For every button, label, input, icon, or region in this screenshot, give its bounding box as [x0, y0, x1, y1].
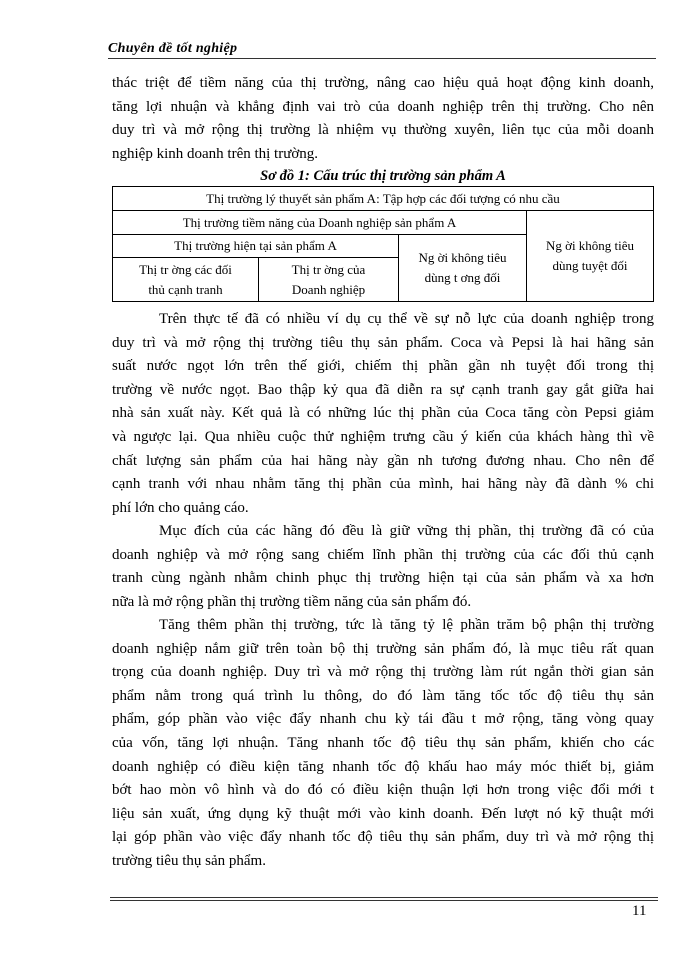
- text-line: nghiệp kinh doanh trên thị trường.: [112, 145, 319, 162]
- page-number: 11: [632, 903, 647, 919]
- text-line: doanh nghiệp và mở rộng sang chiếm lĩnh phần thị trường của các đối thủ cạnh: [112, 546, 654, 563]
- text-line: thác triệt để tiềm năng của thị trường, nâng cao hiệu quả hoạt động kinh doanh,: [112, 75, 654, 91]
- text-line: doanh nghiệp có điều kiện tăng nhanh tốc độ khấu hao máy móc thiết bị, giảm: [112, 758, 654, 775]
- text-line: và ngược lại. Qua nhiều cuộc thử nghiệm trưng cầu ý kiến của khách hàng thì về: [112, 428, 654, 445]
- footer-rule: [110, 897, 658, 898]
- text-line: phẩm, góp phần vào việc đẩy nhanh chu kỳ tái đầu t mở rộng, tăng vòng quay: [112, 711, 654, 728]
- intro-paragraph: [112, 72, 654, 166]
- running-header-title: Chuyên đề tốt nghiệp: [108, 41, 238, 56]
- paragraph-coca-pepsi: [112, 308, 654, 520]
- footer-rule: [110, 900, 658, 901]
- current-market-label: Thị trường hiện tại sản phẩm A: [174, 238, 337, 253]
- text-line: bớt hao mòn vô hình và do đó có điều kiện thuận lợi hơn trong việc đổi mới t: [112, 782, 654, 799]
- absolute-nonconsumers-line-2: dùng tuyệt đối: [552, 258, 628, 273]
- text-line: tranh cùng ngành nhằm chinh phục thị trường hiện tại của sản phẩm và xa hơn: [112, 570, 654, 587]
- competitor-market-line-2: thủ cạnh tranh: [148, 281, 223, 297]
- relative-nonconsumers-line-1: Ng ời không tiêu: [418, 250, 507, 265]
- absolute-nonconsumers-line-1: Ng ời không tiêu: [545, 238, 635, 253]
- text-line: phí lớn cho quảng cáo.: [112, 499, 249, 516]
- market-structure-diagram: [112, 186, 654, 302]
- text-line: doanh nghiệp nắm giữ trên toàn bộ thị trường sản phẩm đó, là mục tiêu rất quan: [112, 640, 654, 657]
- text-line: Mục đích của các hãng đó đều là giữ vững thị phần, thị trường đã có của: [159, 523, 654, 539]
- paragraph-market-share-goal: [112, 520, 654, 614]
- text-line: Tăng thêm phần thị trường, tức là tăng tỷ lệ phần trăm bộ phận thị trường: [159, 617, 654, 633]
- text-line: nhà sản xuất này. Kết quả là có những lúc thị phần của Coca tăng còn Pepsi giảm: [112, 405, 654, 422]
- company-market-line-1: Thị tr ờng của: [291, 261, 366, 277]
- current-market-cell: [113, 235, 398, 257]
- competitor-market-line-1: Thị tr ờng các đối: [139, 261, 232, 277]
- text-line: Trên thực tế đã có nhiều ví dụ cụ thể về sự nỗ lực của doanh nghiệp trong: [159, 311, 654, 327]
- text-line: tăng lợi nhuận và khẳng định vai trò của doanh nghiệp trên thị trường. Cho nên: [112, 98, 654, 115]
- diagram-caption: Sơ đồ 1: Cấu trúc thị trường sản phẩm A: [260, 168, 506, 184]
- company-market-line-2: Doanh nghiệp: [291, 281, 366, 297]
- text-line: duy trì và mở rộng thị trường tiêu thụ sản phẩm. Coca và Pepsi là hai hãng sản: [112, 334, 654, 351]
- theoretical-market-cell: [113, 187, 653, 210]
- theoretical-market-label: Thị trường lý thuyết sản phẩm A: Tập hợp các đối tượng có nhu cầu: [206, 190, 560, 206]
- company-market-cell: [259, 258, 398, 301]
- text-line: cạnh tranh với nhau nhằm tăng thị phần của mình, hai hãng này đã dành % chi: [112, 476, 654, 493]
- relative-nonconsumers-line-2: dùng t ơng đối: [424, 270, 501, 285]
- relative-nonconsumers-cell: [399, 235, 526, 301]
- text-line: lại góp phần vào việc đẩy nhanh tốc độ tiêu thụ sản phẩm, duy trì và mở rộng thị: [112, 829, 654, 846]
- text-line: duy trì và mở rộng thị trường là nhiệm vụ thường xuyên, liên tục của mỗi doanh: [112, 122, 654, 139]
- potential-market-cell: [113, 211, 526, 234]
- paragraph-increase-share: [112, 614, 654, 874]
- text-line: liệu sản xuất, ứng dụng kỹ thuật mới vào kinh doanh. Đến lượt nó kỹ thuật mới: [112, 805, 654, 822]
- text-line: trọng của doanh nghiệp. Duy trì và mở rộng thị trường làm rút ngắn thời gian sản: [112, 664, 654, 681]
- text-line: suất nước ngọt lớn trên thế giới, chiếm thị phần gần nh tuyệt đối trong thị: [112, 358, 654, 375]
- header-rule: [108, 58, 656, 59]
- text-line: trường tiêu thụ sản phẩm.: [112, 852, 266, 869]
- potential-market-label: Thị trường tiềm năng của Doanh nghiệp sản phẩm A: [182, 214, 457, 230]
- text-line: nữa là mở rộng phần thị trường tiềm năng của sản phẩm đó.: [112, 593, 472, 610]
- text-line: của vốn, tăng lợi nhuận. Tăng nhanh tốc độ tiêu thụ sản phẩm, khiến cho các: [112, 734, 654, 751]
- competitor-market-cell: [113, 258, 258, 301]
- text-line: chất lượng sản phẩm của hai hãng này gần nh tương đương nhau. Cho nên để: [112, 452, 654, 469]
- absolute-nonconsumers-cell: [527, 211, 653, 301]
- text-line: trường về nước ngọt. Bao thập kỷ qua đã diễn ra sự cạnh tranh gay gắt giữa hai: [112, 381, 654, 398]
- text-line: phẩm nằm trong quá trình lu thông, do đó làm tăng tốc tốc độ tiêu thụ sản: [112, 687, 654, 704]
